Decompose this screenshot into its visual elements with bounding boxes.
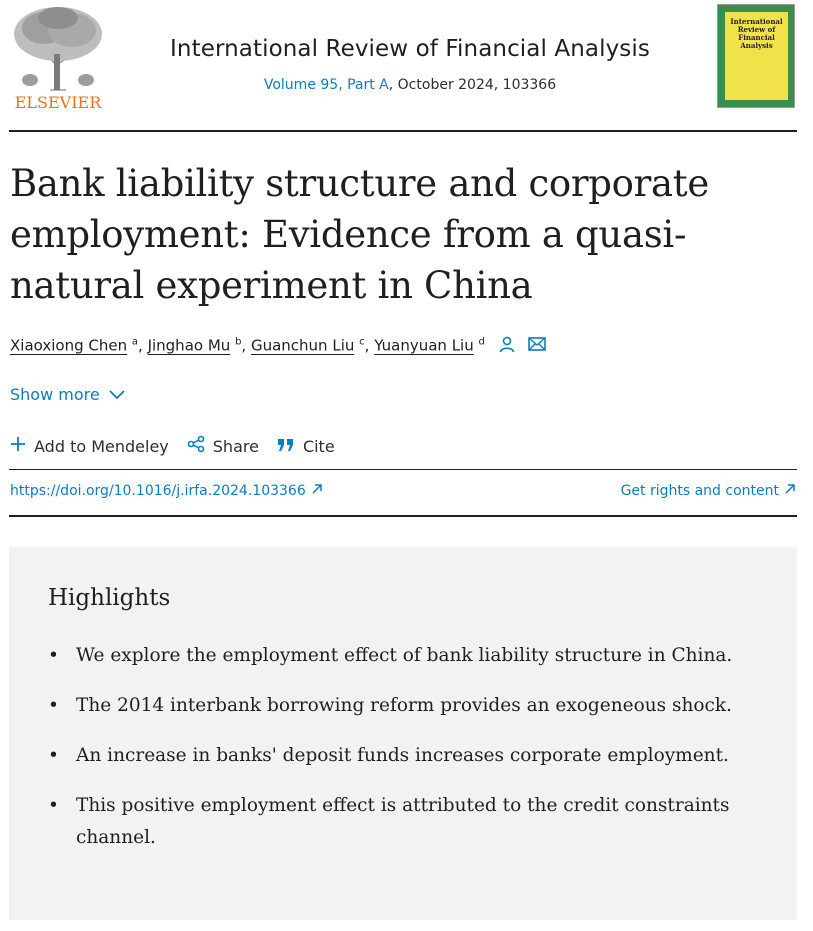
quote-icon	[277, 437, 295, 456]
person-icon[interactable]	[498, 335, 516, 357]
external-link-icon	[311, 483, 323, 499]
external-link-icon	[784, 483, 796, 499]
bullet: •	[48, 745, 59, 766]
affiliation-marker[interactable]: b	[235, 336, 242, 348]
share-button[interactable]	[187, 435, 259, 457]
share-label: Share	[212, 436, 259, 456]
plus-icon	[10, 436, 26, 456]
journal-issue-info	[110, 77, 710, 93]
author-link[interactable]: Jinghao Mu	[147, 336, 231, 355]
list-item	[48, 690, 748, 722]
highlights-section	[9, 547, 797, 920]
divider	[9, 469, 797, 470]
issue-details: , October 2024, 103366	[388, 77, 557, 93]
list-item	[48, 740, 748, 772]
add-to-mendeley-button[interactable]	[10, 435, 169, 457]
cover-panel	[725, 12, 788, 100]
list-item	[48, 640, 748, 672]
share-icon	[187, 435, 205, 457]
journal-cover-thumbnail[interactable]	[717, 4, 795, 108]
doi-link[interactable]	[10, 483, 323, 499]
author-separator: ,	[138, 336, 148, 355]
journal-title[interactable]: International Review of Financial Analysis	[170, 36, 650, 62]
affiliation-marker[interactable]: d	[478, 336, 485, 348]
email-icon[interactable]	[528, 337, 546, 355]
author-link[interactable]: Xiaoxiong Chen	[10, 336, 128, 355]
affiliation-marker[interactable]: a	[131, 336, 139, 348]
elsevier-tree-icon	[10, 4, 106, 92]
publisher-name: ELSEVIER	[14, 93, 102, 112]
divider	[9, 130, 797, 132]
highlight-text: We explore the employment effect of bank liability structure in China.	[76, 645, 733, 666]
elsevier-logo[interactable]	[10, 4, 106, 112]
author-link[interactable]: Guanchun Liu	[250, 336, 355, 355]
rights-text: Get rights and content	[620, 483, 779, 499]
volume-link[interactable]: Volume 95, Part A	[263, 77, 389, 93]
get-rights-link[interactable]	[621, 483, 796, 499]
bullet: •	[48, 645, 59, 666]
author-separator: ,	[241, 336, 251, 355]
highlight-text: An increase in banks' deposit funds increases corporate employment.	[76, 745, 729, 766]
mendeley-label: Add to Mendeley	[34, 436, 169, 456]
cover-title: International Review of Financial Analysis	[730, 17, 783, 50]
article-actions	[10, 435, 335, 457]
highlight-text: The 2014 interbank borrowing reform provides an exogeneous shock.	[76, 695, 733, 716]
highlight-text: This positive employment effect is attributed to the credit constraints channel.	[76, 795, 730, 848]
chevron-down-icon	[108, 385, 126, 404]
author-list	[10, 335, 546, 357]
affiliation-marker[interactable]: c	[359, 336, 365, 348]
author-separator: ,	[364, 336, 375, 355]
show-more-toggle[interactable]	[10, 385, 126, 404]
highlights-list	[48, 640, 748, 872]
divider	[9, 515, 797, 517]
bullet: •	[48, 695, 59, 716]
cite-label: Cite	[302, 436, 335, 456]
article-title: Bank liability structure and corporate employment: Evidence from a quasi-natural experiment in China	[10, 162, 709, 307]
show-more-label: Show more	[10, 385, 100, 404]
author-link[interactable]: Yuanyuan Liu	[374, 336, 474, 355]
journal-header	[0, 0, 813, 132]
doi-text: https://doi.org/10.1016/j.irfa.2024.103366	[10, 483, 306, 499]
bullet: •	[48, 795, 59, 816]
cite-button[interactable]	[277, 435, 335, 457]
highlights-heading: Highlights	[48, 585, 171, 611]
list-item	[48, 790, 748, 854]
